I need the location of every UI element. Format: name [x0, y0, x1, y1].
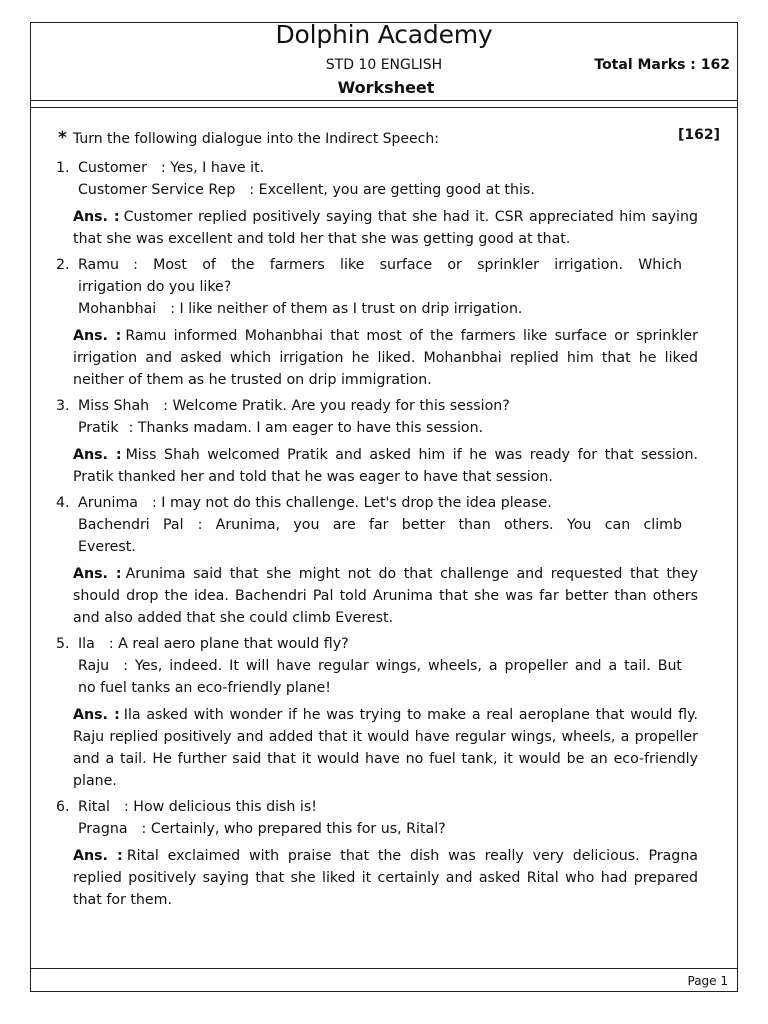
speech: : Most of the farmers like surface or sprinkler irrigation. Which — [133, 257, 682, 273]
total-marks: Total Marks : 162 — [594, 57, 730, 73]
speech: : How delicious this dish is! — [124, 799, 317, 815]
speaker: Customer — [78, 160, 147, 176]
answer-2 — [56, 325, 698, 391]
answer-6 — [56, 845, 698, 911]
answer-text: Ramu informed Mohanbhai that most of the farmers like surface or sprinkler irrigation and asked which irrigation he liked. Mohanbhai replied him that he liked neither of them as he trusted on drip immigration. — [73, 328, 698, 388]
instruction-marks: [162] — [677, 127, 720, 143]
answer-4 — [56, 563, 698, 629]
answer-5 — [56, 704, 698, 792]
speaker: Rital — [78, 799, 110, 815]
dialogue-line — [78, 536, 698, 558]
speaker: Pragna — [78, 821, 128, 837]
question-1 — [56, 157, 698, 201]
question-list — [56, 157, 698, 915]
speech: : I may not do this challenge. Let's drop the idea please. — [151, 495, 552, 511]
answer-1 — [56, 206, 698, 250]
question-number: 2. — [56, 257, 70, 273]
dialogue-line — [78, 796, 698, 818]
question-5 — [56, 633, 698, 699]
header-divider-bottom — [30, 107, 738, 108]
answer-3 — [56, 444, 698, 488]
dialogue-line — [78, 655, 698, 677]
dialogue-line — [78, 633, 698, 655]
speaker: Raju — [78, 658, 110, 674]
speech: irrigation do you like? — [78, 279, 232, 295]
question-6 — [56, 796, 698, 840]
question-number: 1. — [56, 160, 70, 176]
speech: : Yes, I have it. — [160, 160, 265, 176]
answer-text: Miss Shah welcomed Pratik and asked him if he was ready for that session. Pratik thanked her and told that he was eager to have that session. — [73, 447, 699, 485]
dialogue-line — [78, 818, 698, 840]
speech: no fuel tanks an eco-friendly plane! — [78, 680, 331, 696]
question-number: 6. — [56, 799, 70, 815]
question-3 — [56, 395, 698, 439]
instruction — [58, 128, 439, 148]
answer-text: Rital exclaimed with praise that the dish was really very delicious. Pragna replied positively saying that she liked it certainly and asked Rital who had prepared that for them. — [73, 848, 699, 908]
speech: : Certainly, who prepared this for us, Rital? — [141, 821, 446, 837]
speech: : A real aero plane that would fly? — [108, 636, 349, 652]
speech: : Thanks madam. I am eager to have this session. — [128, 420, 484, 436]
speaker: Miss Shah — [78, 398, 150, 414]
question-4 — [56, 492, 698, 558]
dialogue-line — [78, 514, 698, 536]
dialogue-line — [78, 677, 698, 699]
instruction-text: Turn the following dialogue into the Indirect Speech: — [72, 131, 439, 147]
answer-text: Ila asked with wonder if he was trying to make a real aeroplane that would fly. Raju replied positively and added that it would have regular wings, wheels, a propeller and a tail. He further said that it would have no fuel tank, it would be an eco-friendly plane. — [73, 707, 699, 789]
speaker: Arunima — [78, 495, 138, 511]
answer-text: Customer replied positively saying that she had it. CSR appreciated him saying that she was excellent and told her that she was getting good at that. — [73, 209, 698, 247]
answer-label: Ans. : — [73, 566, 122, 582]
question-2 — [56, 254, 698, 320]
dialogue-line — [78, 298, 698, 320]
speech: : Excellent, you are getting good at this. — [249, 182, 535, 198]
speech: : I like neither of them as I trust on drip irrigation. — [170, 301, 523, 317]
question-number: 5. — [56, 636, 70, 652]
speaker: Ila — [78, 636, 95, 652]
speaker: Bachendri Pal — [78, 517, 184, 533]
speech: : Welcome Pratik. Are you ready for this session? — [163, 398, 510, 414]
answer-label: Ans. : — [73, 707, 120, 723]
answer-text: Arunima said that she might not do that challenge and requested that they should drop the idea. Bachendri Pal told Arunima that she was far better than others and also added that she could climb Everest. — [73, 566, 699, 626]
worksheet-title: Worksheet — [337, 78, 435, 97]
dialogue-line — [78, 179, 698, 201]
dialogue-line — [78, 417, 698, 439]
star-bullet-icon: * — [58, 128, 67, 148]
speaker: Mohanbhai — [78, 301, 157, 317]
question-number: 3. — [56, 398, 70, 414]
answer-label: Ans. : — [73, 848, 123, 864]
page-number: Page 1 — [687, 974, 728, 988]
speech: Everest. — [78, 539, 136, 555]
header-divider-top — [30, 100, 738, 101]
subject-label: STD 10 ENGLISH — [325, 57, 443, 73]
speaker: Pratik — [78, 420, 119, 436]
footer-divider — [30, 968, 738, 969]
dialogue-line — [78, 157, 698, 179]
question-number: 4. — [56, 495, 70, 511]
speaker: Customer Service Rep — [78, 182, 236, 198]
school-name: Dolphin Academy — [275, 20, 493, 49]
speaker: Ramu — [78, 257, 120, 273]
dialogue-line — [78, 395, 698, 417]
answer-label: Ans. : — [73, 328, 122, 344]
answer-label: Ans. : — [73, 209, 120, 225]
dialogue-line — [78, 276, 698, 298]
dialogue-line — [78, 492, 698, 514]
speech: : Arunima, you are far better than others. You can climb — [197, 517, 682, 533]
speech: : Yes, indeed. It will have regular wings, wheels, a propeller and a tail. But — [123, 658, 682, 674]
answer-label: Ans. : — [73, 447, 122, 463]
dialogue-line — [78, 254, 698, 276]
